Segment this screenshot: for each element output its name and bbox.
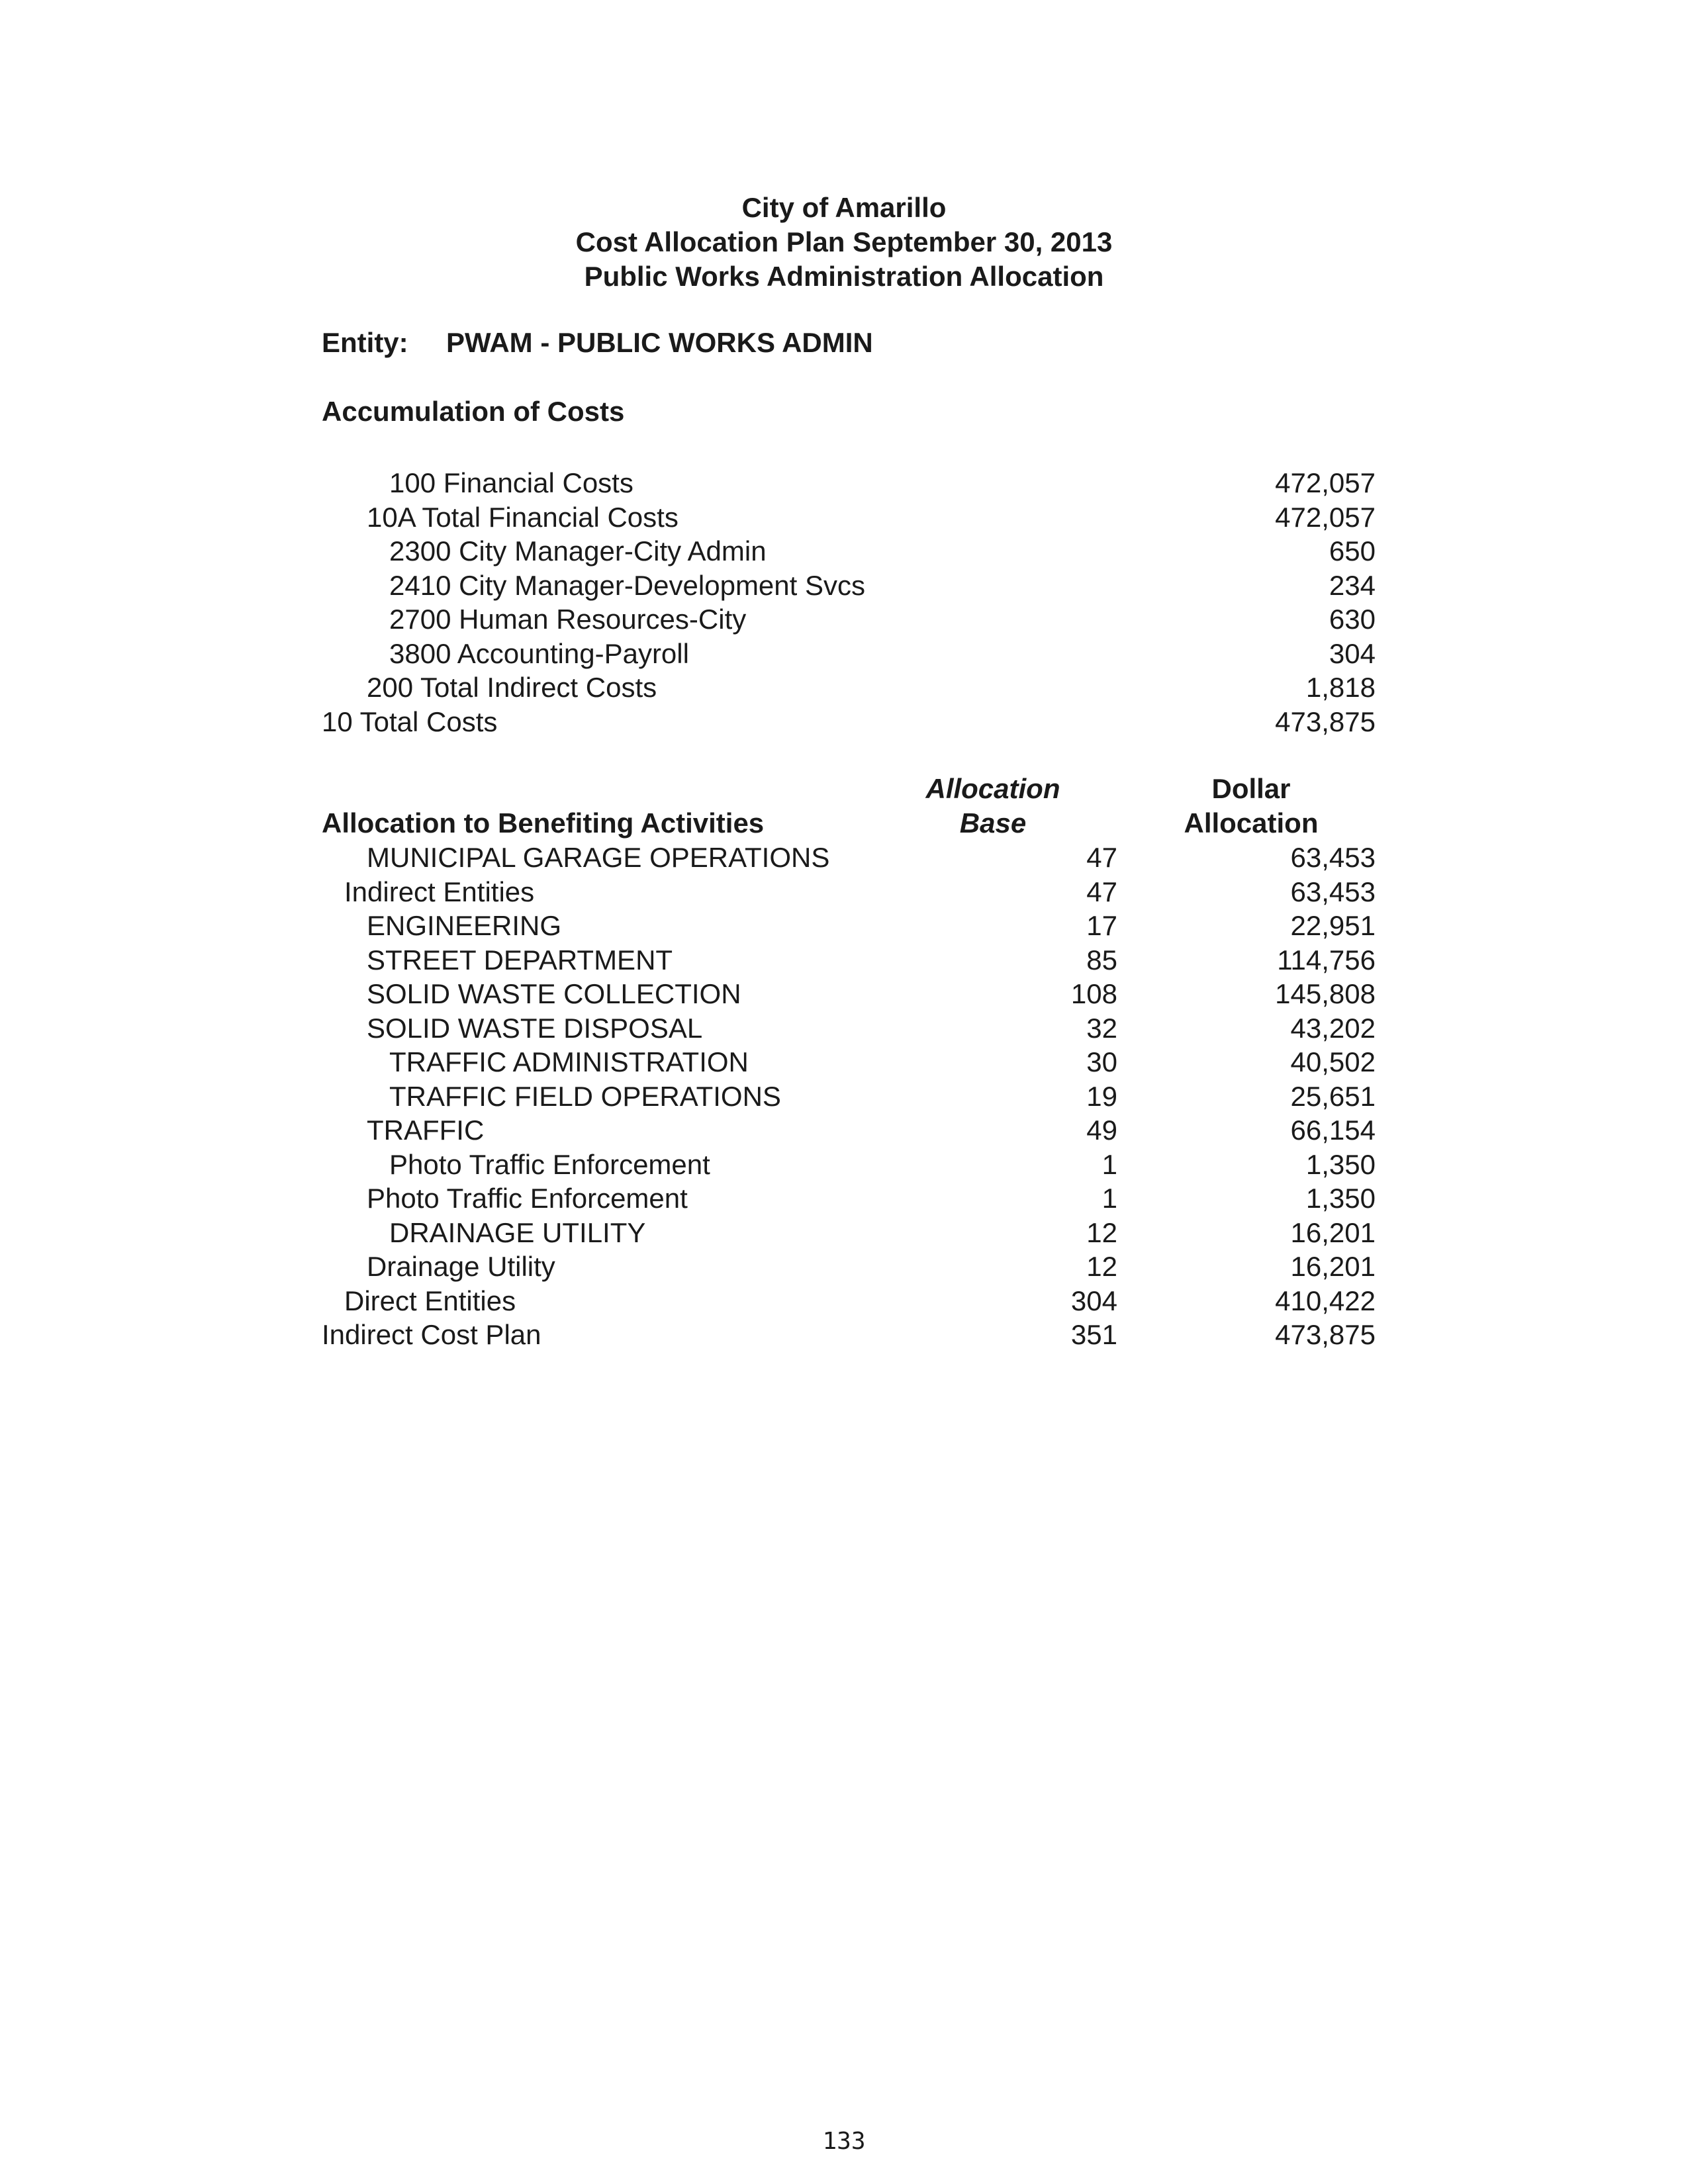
row-amount: 114,756: [1277, 944, 1376, 976]
row-base: 351: [1070, 1319, 1117, 1350]
row-label: 10A Total Financial Costs: [367, 501, 679, 533]
row-amount: 25,651: [1290, 1080, 1376, 1112]
dollar-header-line2: Allocation: [1184, 807, 1319, 839]
table-row: [0, 1011, 1688, 1046]
entity-value: PWAM - PUBLIC WORKS ADMIN: [446, 327, 873, 358]
row-base: 32: [1086, 1012, 1117, 1044]
row-amount: 63,453: [1290, 876, 1376, 907]
table-row: [0, 909, 1688, 943]
table-row: [0, 602, 1688, 637]
row-label: 2300 City Manager-City Admin: [389, 535, 767, 567]
allocation-title: Allocation to Benefiting Activities: [322, 807, 765, 839]
row-label: Photo Traffic Enforcement: [367, 1183, 688, 1214]
row-base: 47: [1086, 876, 1117, 907]
accumulation-table: [0, 466, 1688, 739]
row-label: Direct Entities: [344, 1285, 516, 1316]
row-base: 17: [1086, 910, 1117, 941]
document-header: [0, 191, 1688, 294]
row-label: STREET DEPARTMENT: [367, 944, 673, 976]
header-city: City of Amarillo: [741, 192, 947, 223]
row-label: 2410 City Manager-Development Svcs: [389, 569, 866, 601]
table-row: [0, 637, 1688, 671]
header-plan: Cost Allocation Plan September 30, 2013: [575, 226, 1113, 257]
row-base: 30: [1086, 1046, 1117, 1077]
row-amount: 63,453: [1290, 842, 1376, 873]
table-row: [0, 705, 1688, 739]
row-amount: 472,057: [1275, 501, 1376, 533]
row-label: 2700 Human Resources-City: [389, 604, 747, 635]
row-label: 100 Financial Costs: [389, 467, 633, 498]
row-label: 3800 Accounting-Payroll: [389, 637, 689, 669]
dollar-header-line1: Dollar: [1211, 773, 1291, 804]
base-header-line1: Allocation: [925, 773, 1060, 804]
table-row: [0, 1045, 1688, 1079]
entity-line: [322, 326, 873, 360]
row-label: ENGINEERING: [367, 910, 562, 941]
table-row: [0, 500, 1688, 535]
table-row: [0, 1113, 1688, 1148]
table-row: [0, 1148, 1688, 1182]
row-amount: 1,350: [1305, 1148, 1376, 1180]
row-amount: 630: [1329, 604, 1376, 635]
table-row: [0, 841, 1688, 875]
table-row: [0, 1284, 1688, 1318]
row-base: 1: [1102, 1148, 1117, 1180]
row-base: 85: [1086, 944, 1117, 976]
row-label: Indirect Entities: [344, 876, 535, 907]
row-label: TRAFFIC ADMINISTRATION: [389, 1046, 749, 1077]
row-amount: 40,502: [1290, 1046, 1376, 1077]
table-row: [0, 534, 1688, 569]
table-row: [0, 466, 1688, 500]
table-row: [0, 670, 1688, 705]
entity-label: Entity:: [322, 327, 408, 358]
row-amount: 16,201: [1290, 1216, 1376, 1248]
allocation-table: [0, 841, 1688, 1352]
row-amount: 22,951: [1290, 910, 1376, 941]
table-row: [0, 1216, 1688, 1250]
row-amount: 145,808: [1275, 978, 1376, 1009]
row-base: 47: [1086, 842, 1117, 873]
row-label: 200 Total Indirect Costs: [367, 672, 657, 703]
row-label: SOLID WASTE DISPOSAL: [367, 1012, 703, 1044]
row-amount: 472,057: [1275, 467, 1376, 498]
row-base: 12: [1086, 1251, 1117, 1282]
row-amount: 43,202: [1290, 1012, 1376, 1044]
row-amount: 473,875: [1275, 1319, 1376, 1350]
row-amount: 16,201: [1290, 1251, 1376, 1282]
accumulation-title: Accumulation of Costs: [322, 396, 625, 427]
row-amount: 234: [1329, 569, 1376, 601]
row-label: TRAFFIC FIELD OPERATIONS: [389, 1080, 781, 1112]
row-base: 304: [1070, 1285, 1117, 1316]
page-number: 133: [822, 2128, 866, 2155]
row-amount: 304: [1329, 637, 1376, 669]
row-amount: 1,350: [1305, 1183, 1376, 1214]
row-base: 1: [1102, 1183, 1117, 1214]
row-label: Indirect Cost Plan: [322, 1319, 541, 1350]
row-base: 108: [1070, 978, 1117, 1009]
header-allocation: Public Works Administration Allocation: [584, 261, 1104, 292]
row-amount: 410,422: [1275, 1285, 1376, 1316]
row-base: 49: [1086, 1115, 1117, 1146]
table-row: [0, 875, 1688, 909]
row-label: Photo Traffic Enforcement: [389, 1148, 710, 1180]
table-row: [0, 1181, 1688, 1216]
table-row: [0, 1079, 1688, 1114]
row-base: 19: [1086, 1080, 1117, 1112]
allocation-base-header: [907, 772, 1079, 841]
base-header-line2: Base: [959, 807, 1027, 839]
row-label: Drainage Utility: [367, 1251, 555, 1282]
table-row: [0, 1318, 1688, 1352]
row-amount: 473,875: [1275, 705, 1376, 737]
row-label: DRAINAGE UTILITY: [389, 1216, 646, 1248]
row-label: MUNICIPAL GARAGE OPERATIONS: [367, 842, 830, 873]
row-amount: 66,154: [1290, 1115, 1376, 1146]
row-label: 10 Total Costs: [322, 705, 498, 737]
row-label: SOLID WASTE COLLECTION: [367, 978, 741, 1009]
dollar-allocation-header: [1172, 772, 1331, 841]
row-amount: 1,818: [1305, 672, 1376, 703]
table-row: [0, 943, 1688, 978]
table-row: [0, 1250, 1688, 1284]
row-label: TRAFFIC: [367, 1115, 485, 1146]
row-base: 12: [1086, 1216, 1117, 1248]
row-amount: 650: [1329, 535, 1376, 567]
table-row: [0, 977, 1688, 1011]
table-row: [0, 569, 1688, 603]
